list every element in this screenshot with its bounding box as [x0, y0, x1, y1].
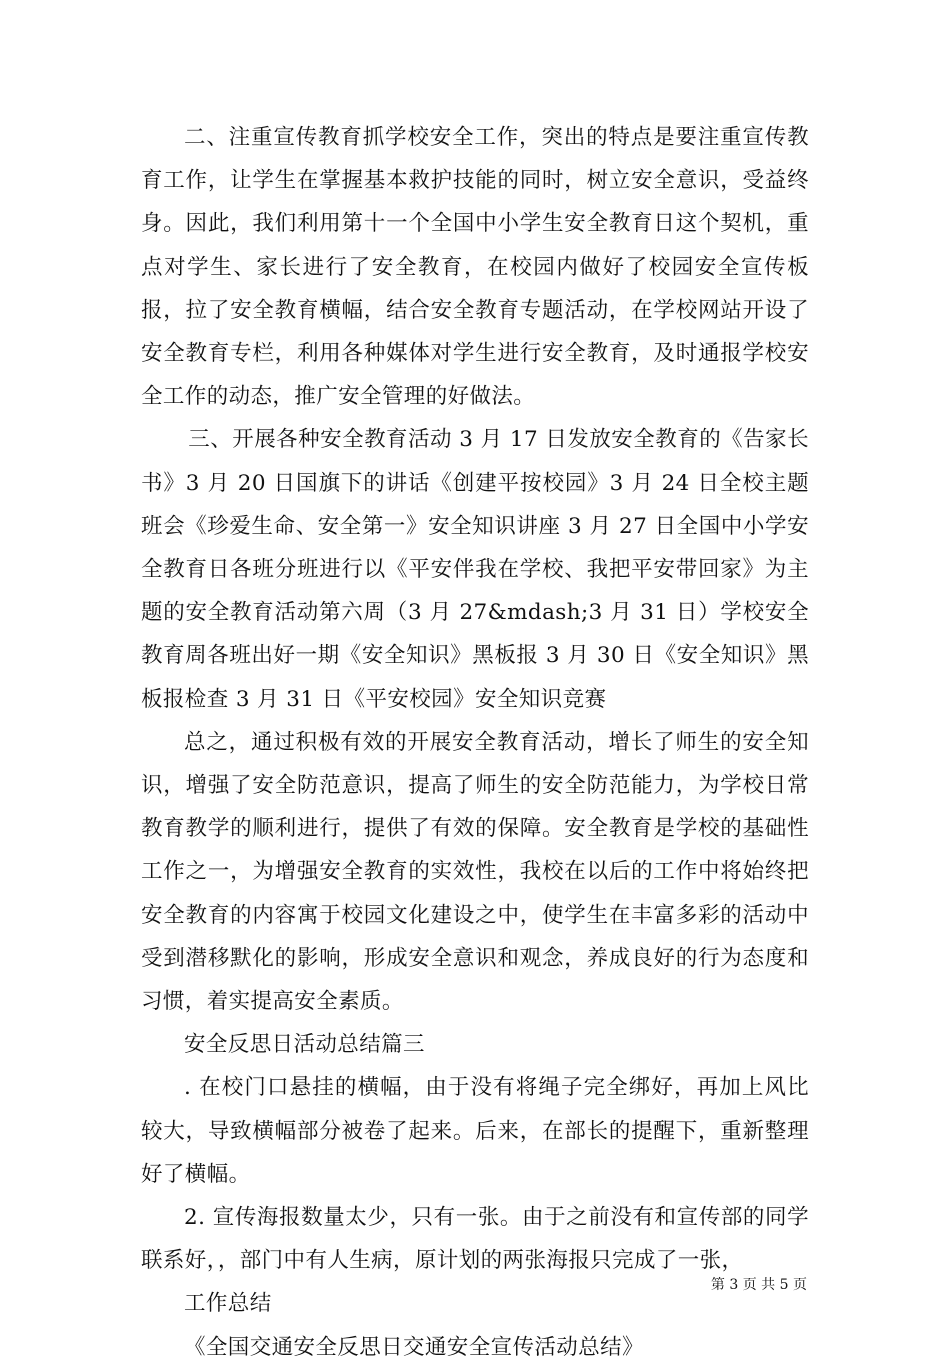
- paragraph-safety-activities: 三、开展各种安全教育活动 3 月 17 日发放安全教育的《告家长书》3 月 20 日国旗下的讲话《创建平按校园》3 月 24 日全校主题班会《珍爱生命、安全第一》安全知识讲座 3 月 27 日全国中小学安全教育日各班分班进行以《平安伴我在学校、我把平安带回家》为主题的安全教育活动第六周（3 月 27&mdash;3 月 31 日）学校安全教育周各班出好一期《安全知识》黑板报 3 月 30 日《安全知识》黑板报检查 3 月 31 日《平安校园》安全知识竞赛: [141, 427, 809, 712]
- page-number-footer: 第 3 页 共 5 页: [710, 1277, 807, 1293]
- document-body: [141, 116, 809, 1369]
- paragraph-conclusion: 总之，通过积极有效的开展安全教育活动，增长了师生的安全知识，增强了安全防范意识，提高了师生的安全防范能力，为学校日常教育教学的顺利进行，提供了有效的保障。安全教育是学校的基础性工作之一，为增强安全教育的实效性，我校在以后的工作中将始终把安全教育的内容寓于校园文化建设之中，使学生在丰富多彩的活动中受到潜移默化的影响，形成安全意识和观念，养成良好的行为态度和习惯，着实提高安全素质。: [141, 729, 809, 1015]
- paragraph-banner-issue: . 在校门口悬挂的横幅，由于没有将绳子完全绑好，再加上风比较大，导致横幅部分被卷了起来。后来，在部长的提醒下，重新整理好了横幅。: [141, 1075, 809, 1187]
- paragraph-publicity-education: 二、注重宣传教育抓学校安全工作，突出的特点是要注重宣传教育工作，让学生在掌握基本救护技能的同时，树立安全意识，受益终身。因此，我们利用第十一个全国中小学生安全教育日这个契机，重点对学生、家长进行了安全教育，在校园内做好了校园安全宣传板报，拉了安全教育横幅，结合安全教育专题活动，在学校网站开设了安全教育专栏，利用各种媒体对学生进行安全教育，及时通报学校安全工作的动态，推广安全管理的好做法。: [141, 125, 809, 410]
- summary-title: 《全国交通安全反思日交通安全宣传活动总结》: [184, 1334, 644, 1360]
- section-heading-part-three: 安全反思日活动总结篇三: [184, 1032, 425, 1058]
- paragraph-poster-issue: 2. 宣传海报数量太少，只有一张。由于之前没有和宣传部的同学联系好，，部门中有人生病，原计划的两张海报只完成了一张，: [141, 1205, 809, 1274]
- work-summary-label: 工作总结: [184, 1291, 272, 1317]
